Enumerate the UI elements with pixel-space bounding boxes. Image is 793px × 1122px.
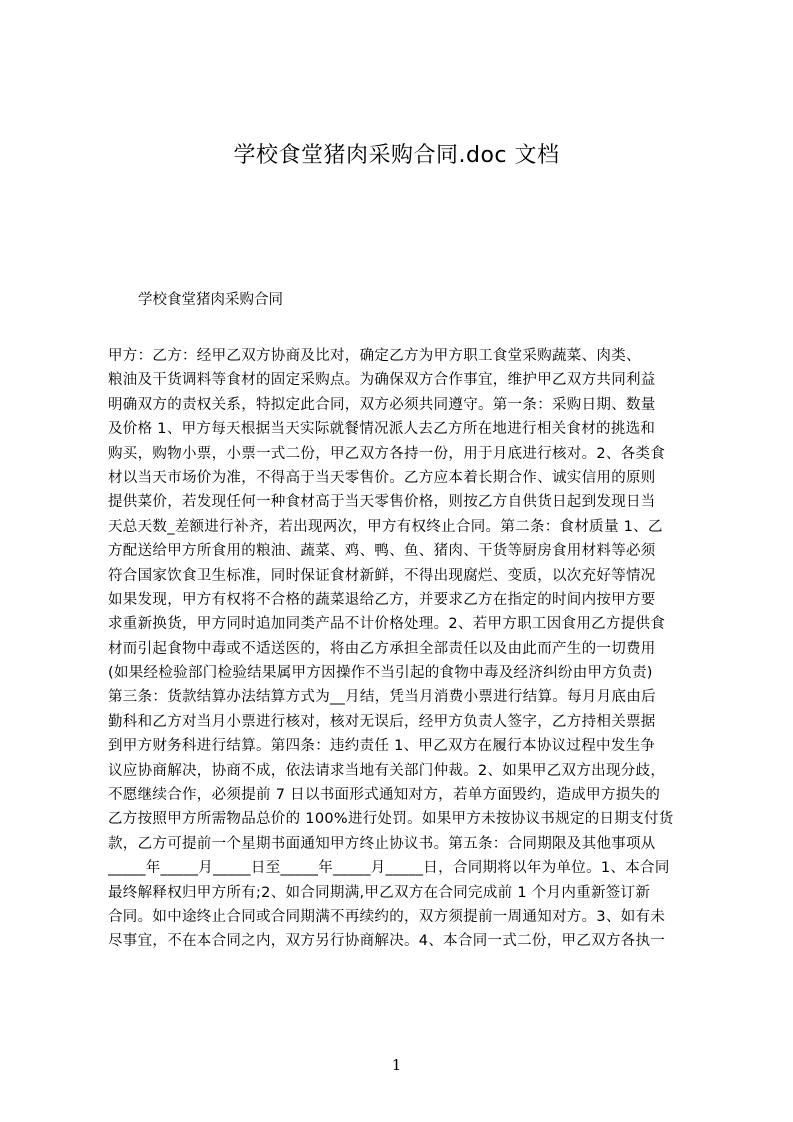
document-title: 学校食堂猪肉采购合同.doc 文档 — [233, 143, 560, 168]
body-line: 符合国家饮食卫生标准，同时保证食材新鲜，不得出现腐烂、变质，以次充好等情况 — [108, 567, 656, 584]
body-line: (如果经检验部门检验结果属甲方因操作不当引起的食物中毒及经济纠纷由甲方负责) — [108, 665, 653, 682]
contract-subtitle: 学校食堂猪肉采购合同 — [138, 292, 283, 308]
body-line: 最终解释权归甲方所有;2、如合同期满,甲乙双方在合同完成前 1 个月内重新签订新 — [108, 884, 651, 901]
body-line: 乙方按照甲方所需物品总价的 100%进行处罚。如果甲方未按协议书规定的日期支付货 — [108, 811, 674, 828]
page-number: 1 — [391, 1056, 402, 1074]
body-line: 勤科和乙方对当月小票进行核对，核对无误后，经甲方负责人签字，乙方持相关票据 — [108, 713, 656, 730]
body-line: 到甲方财务科进行结算。第四条：违约责任 1、甲乙双方在履行本协议过程中发生争 — [108, 738, 656, 755]
body-line: 如果发现，甲方有权将不合格的蔬菜退给乙方，并要求乙方在指定的时间内按甲方要 — [108, 591, 656, 608]
body-line: 议应协商解决，协商不成，依法请求当地有关部门仲裁。2、如果甲乙双方出现分歧， — [108, 762, 666, 779]
body-line: 粮油及干货调料等食材的固定采购点。为确保双方合作事宜，维护甲乙双方共同利益 — [108, 372, 656, 389]
body-line: 尽事宜，不在本合同之内，双方另行协商解决。4、本合同一式二份，甲乙双方各执一 — [108, 933, 666, 950]
body-line: 及价格 1、甲方每天根据当天实际就餐情况派人去乙方所在地进行相关食材的挑选和 — [108, 421, 656, 438]
body-line: 甲方：乙方：经甲乙双方协商及比对，确定乙方为甲方职工食堂采购蔬菜、肉类、 — [108, 348, 641, 364]
body-line: 求重新换货，甲方同时追加同类产品不计价格处理。2、若甲方职工因食用乙方提供食 — [108, 616, 666, 633]
contract-body — [108, 344, 698, 954]
body-line: 第三条：货款结算办法结算方式为__月结，凭当月消费小票进行结算。每月月底由后 — [108, 689, 656, 706]
body-line: 天总天数_差额进行补齐，若出现两次，甲方有权终止合同。第二条：食材质量 1、乙 — [108, 518, 663, 535]
body-line: 购买，购物小票，小票一式二份，甲乙双方各持一份，用于月底进行核对。2、各类食 — [108, 445, 666, 462]
body-line: 合同。如中途终止合同或合同期满不再续约的，双方须提前一周通知对方。3、如有未 — [108, 908, 666, 925]
body-line: 材以当天市场价为准，不得高于当天零售价。乙方应本着长期合作、诚实信用的原则 — [108, 469, 656, 486]
body-line: 方配送给甲方所食用的粮油、蔬菜、鸡、鸭、鱼、猪肉、干货等厨房食用材料等必须 — [108, 543, 656, 560]
body-line: 提供菜价，若发现任何一种食材高于当天零售价格，则按乙方自供货日起到发现日当 — [108, 494, 656, 511]
body-line: _____年_____月_____日至_____年_____月_____日，合同期将以年为单位。1、本合同 — [108, 860, 670, 877]
body-line: 不愿继续合作，必须提前 7 日以书面形式通知对方，若单方面毁约，造成甲方损失的 — [108, 787, 661, 804]
body-line: 明确双方的责权关系，特拟定此合同，双方必须共同遵守。第一条：采购日期、数量 — [108, 396, 656, 413]
body-line: 款，乙方可提前一个星期书面通知甲方终止协议书。第五条：合同期限及其他事项从 — [108, 835, 656, 852]
body-line: 材而引起食物中毒或不适送医的，将由乙方承担全部责任以及由此而产生的一切费用 — [108, 640, 656, 657]
